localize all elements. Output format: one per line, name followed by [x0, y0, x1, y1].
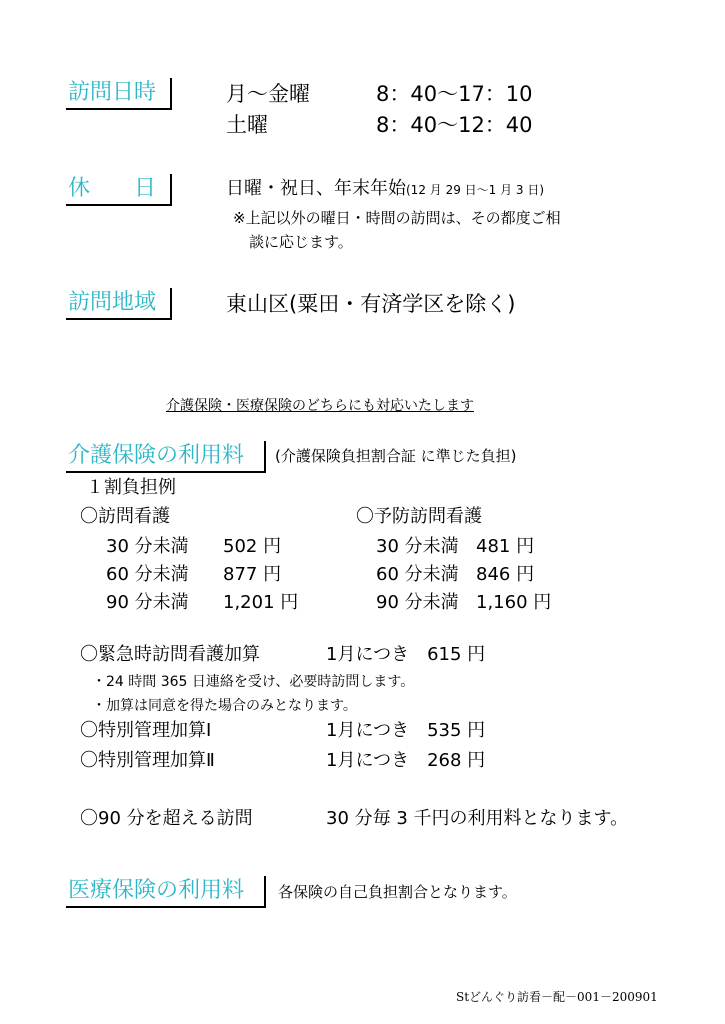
emergency-price: 1月につき 615 円: [326, 644, 486, 665]
special1-price: 1月につき 535 円: [326, 720, 486, 741]
holidays-note-line1: ※上記以外の曜日・時間の訪問は、その都度ご相: [233, 209, 561, 227]
preventive-nursing-row: [376, 535, 459, 559]
special1-title: 〇特別管理加算Ⅰ: [80, 720, 212, 741]
area-label: 訪問地域: [66, 288, 172, 320]
visit-time-saturday: 8：40～12：40: [376, 113, 533, 137]
holidays-days: 日曜・祝日、年末年始: [226, 178, 406, 199]
preventive-nursing-price: 1,160 円: [476, 592, 552, 613]
visit-hours-label: 訪問日時: [66, 78, 172, 110]
footer-code: Stどんぐり訪看－配－001－200901: [456, 990, 658, 1004]
special2-title: 〇特別管理加算Ⅱ: [80, 750, 215, 771]
visit-nursing-price: 502 円: [223, 536, 282, 557]
emergency-title: 〇緊急時訪問看護加算: [80, 644, 260, 665]
duration: 90 分未満: [106, 592, 189, 613]
duration: 30 分未満: [106, 536, 189, 557]
emergency-note1: ・24 時間 365 日連絡を受け、必要時訪問します。: [92, 674, 415, 690]
holidays-period: (12 月 29 日～1 月 3 日): [406, 183, 545, 197]
holidays-label: 休 日: [66, 174, 172, 206]
visit-nursing-row: [106, 591, 189, 615]
visit-nursing-row: [106, 535, 189, 559]
visit-day-saturday: 土曜: [226, 113, 268, 137]
visit-nursing-price: 1,201 円: [223, 592, 299, 613]
preventive-nursing-title: 〇予防訪問看護: [356, 506, 482, 527]
over90-title: 〇90 分を超える訪問: [80, 808, 253, 829]
preventive-nursing-row: [376, 563, 459, 587]
holidays-text: [226, 177, 544, 202]
support-note: 介護保険・医療保険のどちらにも対応いたします: [166, 398, 474, 414]
visit-nursing-row: [106, 563, 189, 587]
duration: 60 分未満: [106, 564, 189, 585]
holidays-note-line2: 談に応じます。: [249, 233, 353, 251]
visit-time-weekday: 8：40～17：10: [376, 82, 533, 106]
visit-nursing-price: 877 円: [223, 564, 282, 585]
medical-insurance-label: 医療保険の利用料: [66, 876, 266, 908]
care-insurance-note: (介護保険負担割合証 に準じた負担): [275, 447, 517, 465]
example-title: １割負担例: [86, 477, 176, 498]
over90-price: 30 分毎 3 千円の利用料となります。: [326, 808, 629, 829]
visit-nursing-title: 〇訪問看護: [80, 506, 170, 527]
preventive-nursing-row: [376, 591, 459, 615]
visit-day-weekday: 月～金曜: [226, 82, 310, 106]
preventive-nursing-price: 481 円: [476, 536, 535, 557]
emergency-note2: ・加算は同意を得た場合のみとなります。: [92, 698, 357, 714]
preventive-nursing-price: 846 円: [476, 564, 535, 585]
care-insurance-label: 介護保険の利用料: [66, 441, 266, 473]
area-text: 東山区(粟田・有済学区を除く): [226, 292, 516, 316]
duration: 60 分未満: [376, 564, 459, 585]
medical-insurance-text: 各保険の自己負担割合となります。: [278, 883, 517, 901]
duration: 30 分未満: [376, 536, 459, 557]
special2-price: 1月につき 268 円: [326, 750, 486, 771]
duration: 90 分未満: [376, 592, 459, 613]
